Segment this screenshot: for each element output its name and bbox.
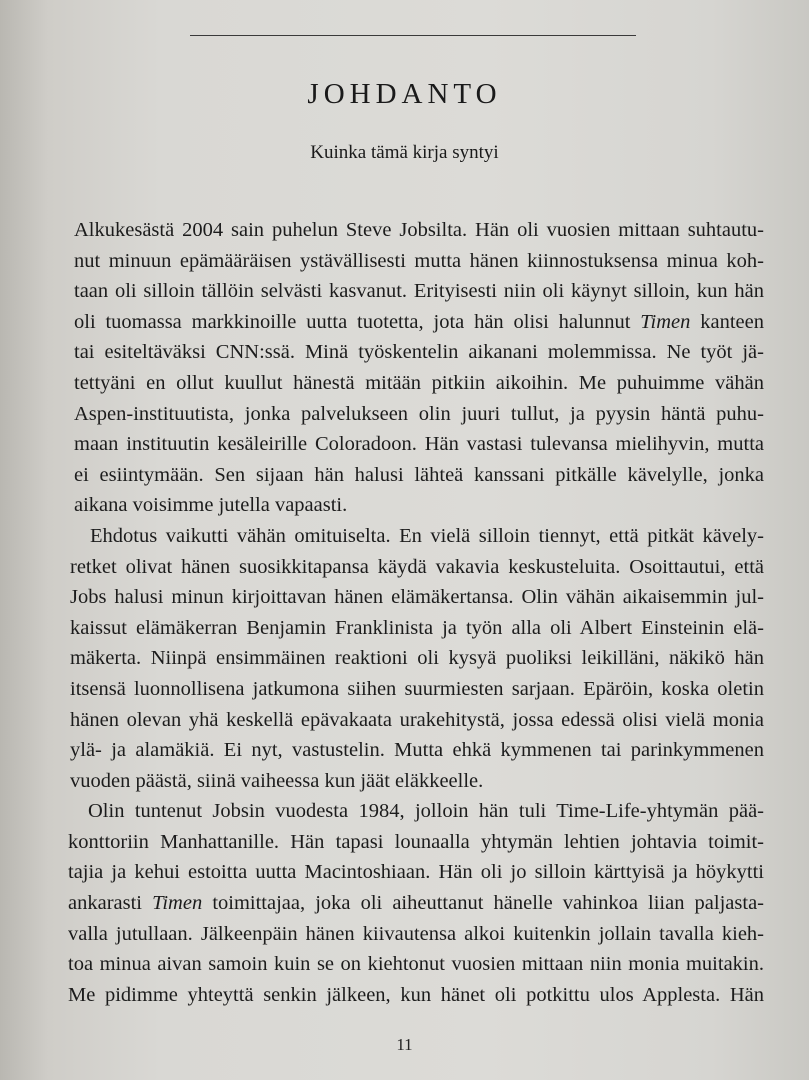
body-text [68,215,764,1010]
text-line: valla jutullaan. Jälkeenpäin hänen kiivautensa alkoi kuitenkin jollain tavalla kieh- [68,922,764,945]
text-line: hänen olevan yhä keskellä epävakaata urakehitystä, jossa edessä olisi vielä monia [70,708,764,731]
paragraph-3 [68,796,764,1010]
text-line: ei esiintymään. Sen sijaan hän halusi lähteä kanssani pitkälle kävelylle, jonka [74,463,764,486]
text-line: Jobs halusi minun kirjoittavan hänen elämäkertansa. Olin vähän aikaisemmin jul- [70,586,764,609]
chapter-top-rule [190,35,636,36]
paragraph-1 [74,215,764,521]
text-line: ankarasti Timen toimittajaa, joka oli aiheuttanut hänelle vahinkoa liian paljasta- [68,892,764,915]
text-line: taan oli silloin tällöin selvästi kasvanut. Erityisesti niin oli käynyt silloin, kun hän [74,280,764,303]
text-line: Me pidimme yhteyttä senkin jälkeen, kun hänet oli potkittu ulos Applesta. Hän [68,983,764,1006]
text-line: vuoden päästä, siinä vaiheessa kun jäät eläkkeelle. [70,769,484,792]
italic-title: Timen [152,892,203,915]
text-line: tai esiteltäväksi CNN:ssä. Minä työskentelin aikanani molemmissa. Ne työt jä- [74,341,764,364]
text-line: itsensä luonnollisena jatkumona siihen suurmiesten sarjaan. Epäröin, koska oletin [70,677,764,700]
text-line: ylä- ja alamäkiä. Ei nyt, vastustelin. Mutta ehkä kymmenen tai parinkymmenen [70,739,764,762]
text-line: kaissut elämäkerran Benjamin Franklinista ja työn alla oli Albert Einsteinin elä- [70,616,764,639]
text-line: oli tuomassa markkinoille uutta tuotetta, jota hän olisi halunnut Timen kanteen [74,310,764,333]
text-line: mäkerta. Niinpä ensimmäinen reaktioni oli kysyä puoliksi leikilläni, näkikö hän [70,647,764,670]
chapter-subtitle: Kuinka tämä kirja syntyi [310,142,499,163]
page-number: 11 [396,1035,413,1054]
text-line: Ehdotus vaikutti vähän omituiselta. En vielä silloin tiennyt, että pitkät kävely- [90,524,764,547]
text-line: tajia ja kehui estoitta uutta Macintoshiaan. Hän oli jo silloin kärttyisä ja höykytti [68,861,764,884]
chapter-title: JOHDANTO [307,78,502,110]
text-line: aikana voisimme jutella vapaasti. [74,494,348,517]
text-line: Alkukesästä 2004 sain puhelun Steve Jobsilta. Hän oli vuosien mittaan suhtautu- [74,219,764,241]
text-line: nut minuun epämääräisen ystävällisesti mutta hänen kiinnostuksensa minua koh- [74,249,764,272]
paragraph-2 [70,521,764,796]
italic-title: Timen [640,310,691,333]
text-line: toa minua aivan samoin kuin se on kiehtonut vuosien mittaan niin monia muitakin. [68,953,764,976]
text-line: Aspen-instituutista, jonka palvelukseen olin juuri tullut, ja pyysin häntä puhu- [74,402,764,425]
text-line: Olin tuntenut Jobsin vuodesta 1984, jolloin hän tuli Time-Life-yhtymän pää- [88,800,764,823]
text-line: konttoriin Manhattanille. Hän tapasi lounaalla yhtymän lehtien johtavia toimit- [68,830,764,853]
text-line: retket olivat hänen suosikkitapansa käydä vakavia keskusteluita. Osoittautui, että [70,555,764,578]
text-line: maan instituutin kesäleirille Coloradoon. Hän vastasi tulevansa mielihyvin, mutta [74,433,764,456]
text-line: tettyäni en ollut kuullut hänestä mitään pitkiin aikoihin. Me puhuimme vähän [74,371,764,394]
